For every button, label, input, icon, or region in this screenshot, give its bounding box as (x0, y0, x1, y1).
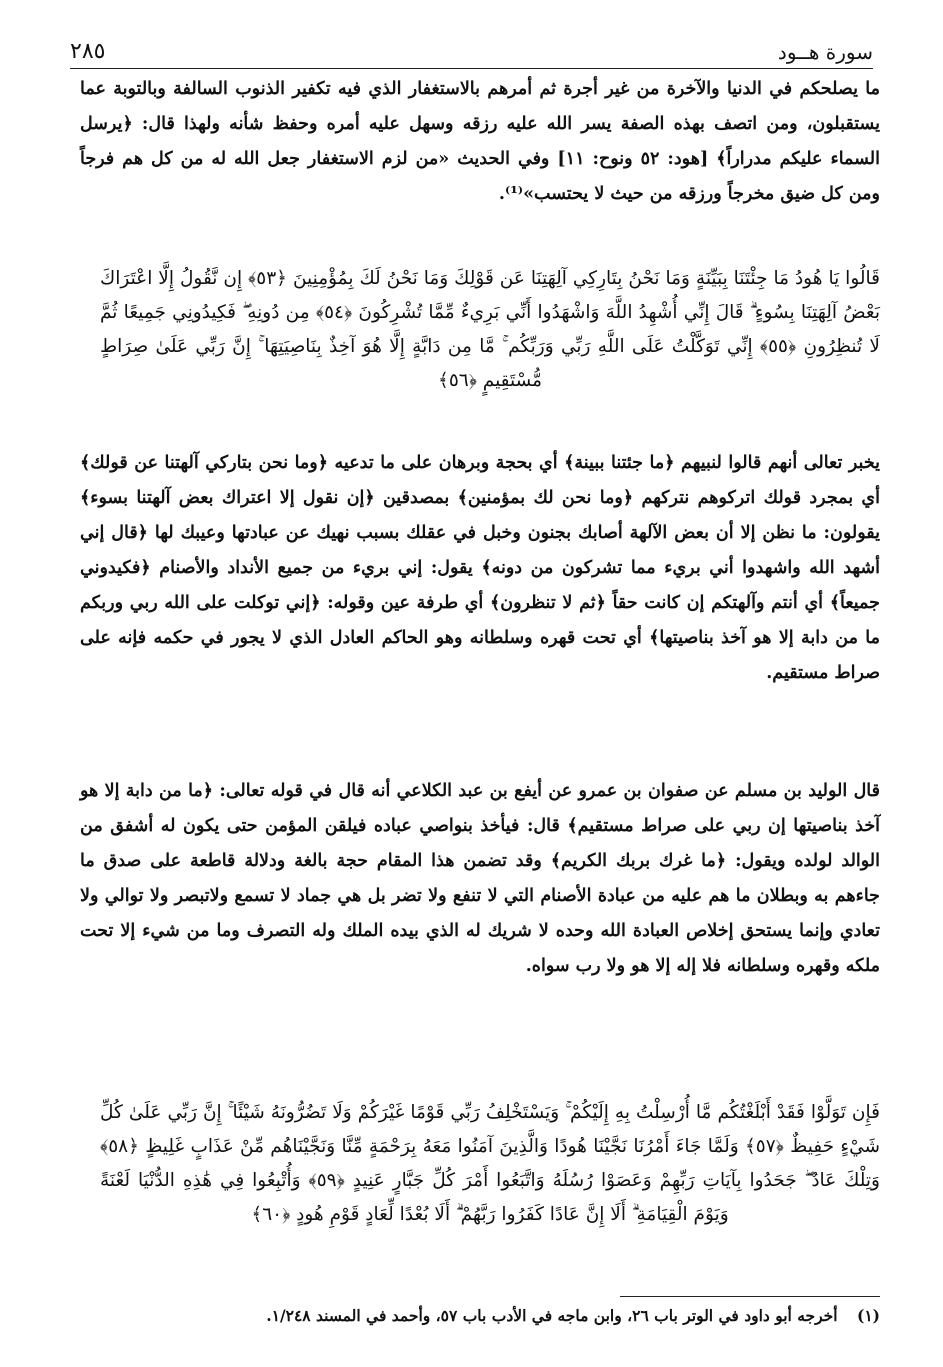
footnote-divider (620, 1296, 880, 1297)
quran-verses-block-1: قَالُوا يَا هُودُ مَا جِئْتَنَا بِبَيِّنَةٍ وَمَا نَحْنُ بِتَارِكِي آلِهَتِنَا عَن قَوْلِكَ وَمَا نَحْنُ لَكَ بِمُؤْمِنِينَ ﴿٥٣﴾ إِن نَّقُولُ إِلَّا اعْتَرَاكَ بَعْضُ آلِهَتِنَا بِسُوءٍ ۗ قَالَ إِنِّي أُشْهِدُ اللَّهَ وَاشْهَدُوا أَنِّي بَرِيءٌ مِّمَّا تُشْرِكُونَ ﴿٥٤﴾ مِن دُونِهِ ۖ فَكِيدُونِي جَمِيعًا ثُمَّ لَا تُنظِرُونِ ﴿٥٥﴾ إِنِّي تَوَكَّلْتُ عَلَى اللَّهِ رَبِّي وَرَبِّكُم ۚ مَّا مِن دَابَّةٍ إِلَّا هُوَ آخِذٌ بِنَاصِيَتِهَا ۚ إِنَّ رَبِّي عَلَىٰ صِرَاطٍ مُّسْتَقِيمٍ ﴿٥٦﴾ (100, 268, 880, 391)
page-number: ٢٨٥ (70, 39, 106, 64)
commentary-paragraph-3: قال الوليد بن مسلم عن صفوان بن عمرو عن أيفع بن عبد الكلاعي أنه قال في قوله تعالى: ﴿ما من دابة إلا هو آخذ بناصيتها إن ربي على صراط مستقيم﴾ قال: فيأخذ بنواصي عباده فيلقن المؤمن حتى يكون له أشفق من الوالد لولده ويقول: ﴿ما غرك بربك الكريم﴾ وقد تضمن هذا المقام حجة بالغة ودلالة قاطعة على صدق ما جاءهم به وبطلان ما هم عليه من عبادة الأصنام التي لا تنفع ولا تضر بل هي جماد لا تسمع ولاتبصر ولا توالي ولا تعادي وإنما يستحق إخلاص العبادة الله وحده لا شريك له الذي بيده الملك وله التصرف وما من شيء إلا تحت ملكه وقهره وسلطانه فلا إله إلا هو ولا رب سواه. (80, 781, 880, 976)
surah-title: سورة هــود (777, 40, 873, 64)
footnote-number: (١) (856, 1306, 880, 1325)
commentary-paragraph-2: يخبر تعالى أنهم قالوا لنبيهم ﴿ما جئتنا ببينة﴾ أي بحجة وبرهان على ما تدعيه ﴿وما نحن بتاركي آلهتنا عن قولك﴾ أي بمجرد قولك اتركوهم نتركهم ﴿وما نحن لك بمؤمنين﴾ بمصدقين ﴿إن نقول إلا اعتراك بعض آلهتنا بسوء﴾ يقولون: ما نظن إلا أن بعض الآلهة أصابك بجنون وخبل في عقلك بسبب نهيك عن عبادتها وعيبك لها ﴿قال إني أشهد الله واشهدوا أني بريء مما تشركون من دونه﴾ يقول: إني بريء من جميع الأنداد والأصنام ﴿فكيدوني جميعاً﴾ أي أنتم وآلهتكم إن كانت حقاً ﴿ثم لا تنظرون﴾ أي طرفة عين وقوله: ﴿إني توكلت على الله ربي وربكم ما من دابة إلا هو آخذ بناصيتها﴾ أي تحت قهره وسلطانه وهو الحاكم العادل الذي لا يجور في حكمه فإنه على صراط مستقيم. (80, 453, 880, 683)
quran-verses-block-2: فَإِن تَوَلَّوْا فَقَدْ أَبْلَغْتُكُم مَّا أُرْسِلْتُ بِهِ إِلَيْكُمْ ۚ وَيَسْتَخْلِفُ رَبِّي قَوْمًا غَيْرَكُمْ وَلَا تَضُرُّونَهُ شَيْئًا ۚ إِنَّ رَبِّي عَلَىٰ كُلِّ شَيْءٍ حَفِيظٌ ﴿٥٧﴾ وَلَمَّا جَاءَ أَمْرُنَا نَجَّيْنَا هُودًا وَالَّذِينَ آمَنُوا مَعَهُ بِرَحْمَةٍ مِّنَّا وَنَجَّيْنَاهُم مِّنْ عَذَابٍ غَلِيظٍ ﴿٥٨﴾ وَتِلْكَ عَادٌ ۖ جَحَدُوا بِآيَاتِ رَبِّهِمْ وَعَصَوْا رُسُلَهُ وَاتَّبَعُوا أَمْرَ كُلِّ جَبَّارٍ عَنِيدٍ ﴿٥٩﴾ وَأُتْبِعُوا فِي هَٰذِهِ الدُّنْيَا لَعْنَةً وَيَوْمَ الْقِيَامَةِ ۗ أَلَا إِنَّ عَادًا كَفَرُوا رَبَّهُمْ ۗ أَلَا بُعْدًا لِّعَادٍ قَوْمِ هُودٍ ﴿٦٠﴾ (100, 1102, 881, 1225)
footnote (120, 1300, 880, 1332)
page-header (70, 30, 873, 69)
footnote-text: أخرجه أبو داود في الوتر باب ٢٦، وابن ماجه في الأدب باب ٥٧، وأحمد في المسند ١/٢٤٨. (266, 1306, 838, 1325)
commentary-paragraph-1: ما يصلحكم في الدنيا والآخرة من غير أجرة ثم أمرهم بالاستغفار الذي فيه تكفير الذنوب السالفة وبالتوبة عما يستقبلون، ومن اتصف بهذه الصفة يسر الله عليه رزقه وسهل عليه أمره وحفظ شأنه ولهذا قال: ﴿يرسل السماء عليكم مدراراً﴾ [هود: ٥٢ ونوح: ١١] وفي الحديث «من لزم الاستغفار جعل الله له من كل هم فرجاً ومن كل ضيق مخرجاً ورزقه من حيث لا يحتسب»⁽¹⁾. (80, 79, 880, 204)
